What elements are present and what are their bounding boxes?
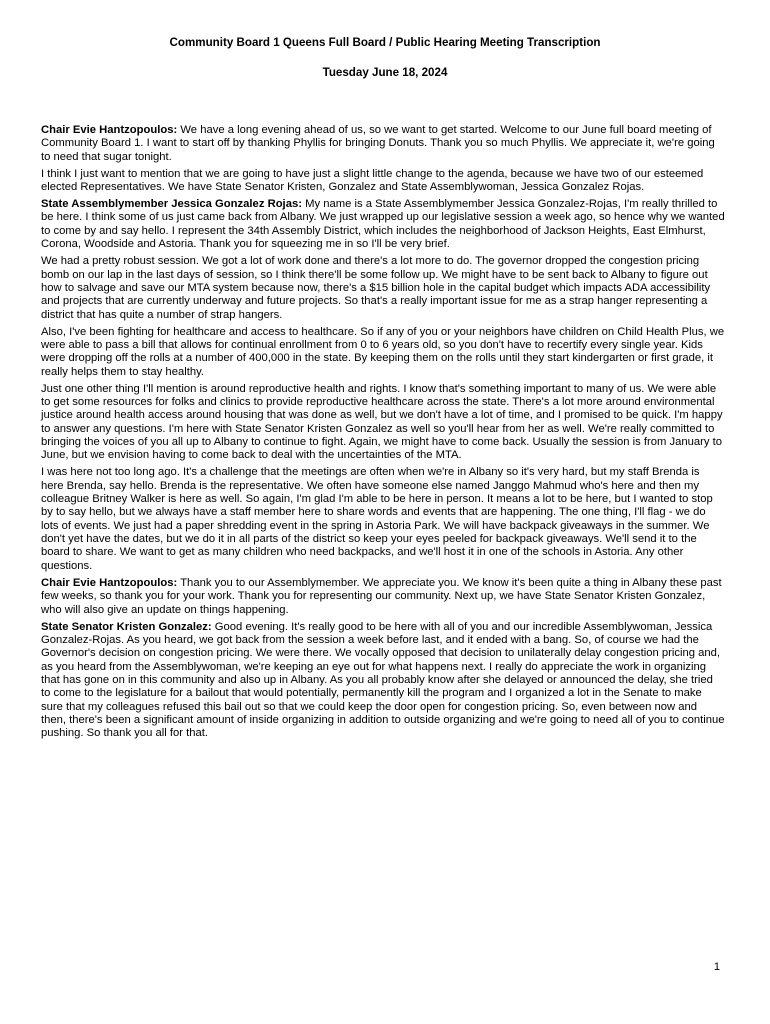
paragraph-text: I think I just want to mention that we are going to have just a slight little change to the agenda, because we have two of our esteemed elected Representatives. We have State Senator Kristen, Gonzalez and State Assemblywoman, Jessica Gonzalez Rojas. — [41, 167, 704, 194]
transcript-paragraph — [41, 577, 725, 617]
paragraph-text: Also, I've been fighting for healthcare and access to healthcare. So if any of you or your neighbors have children on Child Health Plus, we were able to pass a bill that allows for continual enrollment from 0 to 6 years old, so you don't have to recertify every single year. Kids were dropping off the rolls at a number of 400,000 in the state. By keeping them on the rolls until they start kindergarten or first grade, it really helps them to stay healthy. — [41, 325, 725, 378]
paragraph-text: Just one other thing I'll mention is around reproductive health and rights. I know that's something important to many of us. We were able to get some resources for folks and clinics to provide reproductive healthcare across the state. There's a lot more around environmental justice around health access around housing that was done as well, but we don't have a lot of time, and I promised to be quick. I'm happy to answer any questions. I'm here with State Senator Kristen Gonzalez as well so you'll hear from her as well. We're really committed to bringing the voices of you all up to Albany to continue to fight. Again, we might have to come back. Usually the session is from January to June, but we envision having to come back to deal with the uncertainties of the MTA. — [41, 382, 723, 462]
transcript-paragraph — [41, 255, 725, 322]
transcript-paragraph — [41, 124, 725, 164]
paragraph-text: We have a long evening ahead of us, so we want to get started. Welcome to our June full board meeting of Community Board 1. I want to start off by thanking Phyllis for bringing Donuts. Thank you so much Phyllis. We appreciate it, we're going to need that sugar tonight. — [41, 124, 715, 163]
paragraph-text: My name is a State Assemblymember Jessica Gonzalez-Rojas, I'm really thrilled to be here. I think some of us just came back from Albany. We just wrapped up our legislative session a week ago, so hence why we wanted to come by and say hello. I represent the 34th Assembly District, which includes the neighborhood of Jackson Heights, East Elmhurst, Corona, Woodside and Astoria. Thank you for squeezing me in so I'll be very brief. — [41, 198, 725, 251]
transcript-paragraph — [41, 383, 725, 463]
paragraph-text: Thank you to our Assemblymember. We appreciate you. We know it's been quite a thing in Albany these past few weeks, so thank you for your work. Thank you for representing our community. Next up, we have State Senator Kristen Gonzalez, who will also give an update on things happening. — [41, 576, 722, 616]
transcript-paragraph — [41, 168, 725, 195]
paragraph-text: We had a pretty robust session. We got a lot of work done and there's a lot more to do. The governor dropped the congestion pricing bomb on our lap in the last days of session, so I think there'll be some follow up. We might have to be sent back to Albany to figure out how to salvage and save our MTA system because now, there's a $15 billion hole in the capital budget which impacts ADA accessibility and projects that are currently underway and future projects. So that's a really important issue for me as a strap hanger representing a district that has quite a number of strap hangers. — [41, 255, 711, 321]
transcript-paragraph — [41, 326, 725, 379]
speaker-name: State Assemblymember Jessica Gonzalez Rojas: — [41, 198, 302, 211]
meeting-date: Tuesday June 18, 2024 — [322, 66, 448, 79]
speaker-name: Chair Evie Hantzopoulos: — [41, 124, 178, 136]
page-number: 1 — [713, 961, 720, 973]
transcript-body — [41, 124, 725, 744]
transcript-paragraph — [41, 198, 725, 251]
transcript-paragraph — [41, 621, 725, 741]
speaker-name: Chair Evie Hantzopoulos: — [41, 576, 178, 589]
paragraph-text: Good evening. It's really good to be here with all of you and our incredible Assemblywoman, Jessica Gonzalez-Rojas. As you heard, we got back from the session a week before last, and it ended with a bang. So, of course we had the Governor's decision on congestion pricing. We were there. We vocally opposed that decision to unilaterally delay congestion pricing and, as you heard from the Assemblywoman, we're keeping an eye out for what happens next. I really do appreciate the work in organizing that has gone on in this community and also up in Albany. As you all probably know after she delayed or announced the delay, she tried to come to the legislature for a bailout that would potentially, permanently kill the program and I organized a lot in the Senate to make sure that my colleagues refused this bail out so that we could keep the door open for congestion pricing. So, even between now and then, there's been a significant amount of inside organizing in addition to outside organizing and we're going to need all of you to continue pushing. So thank you all for that. — [41, 620, 725, 740]
transcript-paragraph — [41, 466, 725, 573]
document-title: Community Board 1 Queens Full Board / Public Hearing Meeting Transcription — [169, 36, 601, 49]
paragraph-text: I was here not too long ago. It's a challenge that the meetings are often when we're in Albany so it's very hard, but my staff Brenda is here Brenda, say hello. Brenda is the representative. We often have someone else named Janggo Mahmud who's here and then my colleague Britney Walker is here as well. So again, I'm glad I'm able to be here in person. It means a lot to be here, but I wanted to stop by to say hello, but we always have a staff member here to share words and events that are happening. The one thing, I'll flag - we do lots of events. We just had a paper shredding event in the spring in Astoria Park. We will have backpack giveaways in the summer. We don't yet have the dates, but we do it in all parts of the district so keep your eyes peeled for backpack giveaways. We'll send it to the board to share. We want to get as many children who need backpacks, and we'll host it in one of the schools in Astoria. Any other questions. — [41, 466, 713, 572]
speaker-name: State Senator Kristen Gonzalez: — [41, 620, 212, 633]
